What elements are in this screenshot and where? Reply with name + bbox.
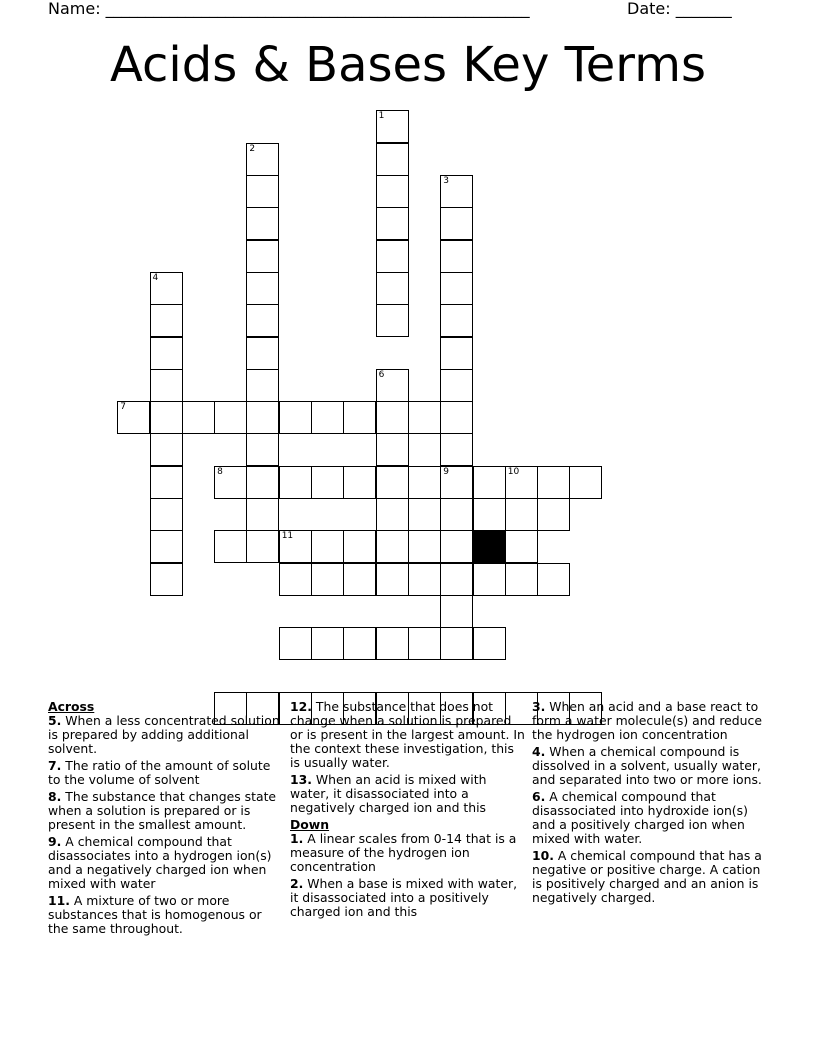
clue-number: 8.	[48, 789, 62, 804]
answer-cell[interactable]	[376, 175, 409, 208]
answer-cell[interactable]	[408, 563, 441, 596]
clue-across-9	[48, 835, 283, 891]
answer-cell[interactable]	[537, 466, 570, 499]
answer-cell[interactable]	[311, 627, 344, 660]
answer-cell[interactable]	[246, 207, 279, 240]
answer-cell[interactable]	[408, 466, 441, 499]
answer-cell[interactable]	[150, 369, 183, 402]
answer-cell[interactable]	[150, 304, 183, 337]
answer-cell[interactable]	[537, 563, 570, 596]
cell-number: 4	[152, 272, 159, 283]
clue-text: A chemical compound that disassociates into a hydrogen ion(s) and a negatively charged ion when mixed with water	[48, 834, 272, 891]
answer-cell[interactable]	[505, 466, 538, 499]
answer-cell[interactable]	[343, 563, 376, 596]
answer-cell[interactable]	[376, 240, 409, 273]
across-heading: Across	[48, 699, 95, 714]
answer-cell[interactable]	[376, 530, 409, 563]
answer-cell[interactable]	[214, 401, 247, 434]
answer-cell[interactable]	[150, 466, 183, 499]
answer-cell[interactable]	[376, 627, 409, 660]
answer-cell[interactable]	[117, 401, 150, 434]
cell-number: 6	[378, 369, 385, 380]
clues-column-3	[532, 700, 767, 908]
answer-cell[interactable]	[246, 369, 279, 402]
clue-down-6	[532, 790, 767, 846]
answer-cell[interactable]	[473, 466, 506, 499]
answer-cell[interactable]	[246, 240, 279, 273]
clue-text: The substance that changes state when a solution is prepared or is present in the smallest amount.	[48, 789, 277, 832]
clues-column-1	[48, 700, 283, 939]
clue-down-10	[532, 849, 767, 905]
clue-number: 10.	[532, 848, 554, 863]
answer-cell[interactable]	[246, 337, 279, 370]
clue-across-13	[290, 773, 525, 815]
page-title: Acids & Bases Key Terms	[110, 37, 706, 93]
clue-number: 7.	[48, 758, 62, 773]
answer-cell[interactable]	[376, 401, 409, 434]
clue-across-8	[48, 790, 283, 832]
answer-cell[interactable]	[440, 498, 473, 531]
answer-cell[interactable]	[440, 240, 473, 273]
answer-cell[interactable]	[537, 498, 570, 531]
clue-across-5	[48, 714, 283, 756]
answer-cell[interactable]	[279, 466, 312, 499]
answer-cell[interactable]	[246, 304, 279, 337]
answer-cell[interactable]	[150, 337, 183, 370]
answer-cell[interactable]	[246, 143, 279, 176]
answer-cell[interactable]	[311, 530, 344, 563]
answer-cell[interactable]	[311, 466, 344, 499]
clue-number: 6.	[532, 789, 546, 804]
clues-column-2	[290, 700, 525, 922]
answer-cell[interactable]	[505, 563, 538, 596]
answer-cell[interactable]	[408, 627, 441, 660]
answer-cell[interactable]	[376, 466, 409, 499]
answer-cell[interactable]	[440, 337, 473, 370]
answer-cell[interactable]	[376, 272, 409, 305]
answer-cell[interactable]	[440, 401, 473, 434]
down-heading: Down	[290, 817, 330, 832]
clue-number: 12.	[290, 699, 312, 714]
clue-text: When an acid and a base react to form a water molecule(s) and reduce the hydrogen ion concentration	[532, 699, 762, 742]
answer-cell[interactable]	[279, 627, 312, 660]
answer-cell[interactable]	[569, 466, 602, 499]
cell-number: 8	[217, 466, 223, 477]
answer-cell[interactable]	[473, 563, 506, 596]
clue-down-4	[532, 745, 767, 787]
cell-number: 9	[443, 466, 449, 477]
clue-text: When a chemical compound is dissolved in a solvent, usually water, and separated into two or more ions.	[532, 744, 762, 787]
answer-cell[interactable]	[246, 466, 279, 499]
cell-number: 7	[120, 402, 126, 413]
date-field-label: Date: _______	[627, 0, 732, 18]
answer-cell[interactable]	[376, 498, 409, 531]
answer-cell[interactable]	[150, 530, 183, 563]
cell-number: 10	[507, 466, 520, 477]
answer-cell[interactable]	[279, 563, 312, 596]
answer-cell[interactable]	[376, 433, 409, 466]
answer-cell[interactable]	[376, 110, 409, 143]
clue-across-11	[48, 894, 283, 936]
clue-number: 13.	[290, 772, 312, 787]
answer-cell[interactable]	[440, 304, 473, 337]
answer-cell[interactable]	[246, 498, 279, 531]
answer-cell[interactable]	[150, 433, 183, 466]
answer-cell[interactable]	[473, 498, 506, 531]
clue-text: When an acid is mixed with water, it disassociated into a negatively charged ion and this	[290, 772, 487, 815]
clue-number: 2.	[290, 876, 304, 891]
answer-cell[interactable]	[440, 627, 473, 660]
clue-across-7	[48, 759, 283, 787]
answer-cell[interactable]	[311, 563, 344, 596]
answer-cell[interactable]	[408, 401, 441, 434]
answer-cell[interactable]	[279, 530, 312, 563]
answer-cell[interactable]	[343, 627, 376, 660]
answer-cell[interactable]	[408, 530, 441, 563]
answer-cell[interactable]	[440, 207, 473, 240]
answer-cell[interactable]	[505, 530, 538, 563]
answer-cell[interactable]	[376, 207, 409, 240]
clue-number: 1.	[290, 831, 304, 846]
answer-cell[interactable]	[214, 466, 247, 499]
answer-cell[interactable]	[440, 595, 473, 628]
answer-cell[interactable]	[440, 530, 473, 563]
cell-number: 3	[443, 176, 449, 186]
clue-text: A linear scales from 0-14 that is a measure of the hydrogen ion concentration	[290, 831, 517, 874]
answer-cell[interactable]	[376, 563, 409, 596]
clue-number: 5.	[48, 713, 62, 728]
cell-number: 2	[249, 143, 256, 154]
clue-number: 3.	[532, 699, 546, 714]
clue-text: When a less concentrated solution is prepared by adding additional solvent.	[48, 713, 280, 756]
clue-across-12	[290, 700, 525, 770]
answer-cell[interactable]	[311, 401, 344, 434]
answer-cell[interactable]	[440, 563, 473, 596]
answer-cell[interactable]	[440, 433, 473, 466]
clue-number: 11.	[48, 893, 70, 908]
cell-number: 11	[281, 531, 294, 542]
answer-cell[interactable]	[376, 304, 409, 337]
clue-text: The substance that does not change when a solution is prepared or is present in the largest amount. In the context these investigation, this is usually water.	[290, 699, 525, 770]
answer-cell[interactable]	[440, 272, 473, 305]
answer-cell[interactable]	[246, 401, 279, 434]
answer-cell[interactable]	[440, 369, 473, 402]
clue-text: When a base is mixed with water, it disassociated into a positively charged ion and this	[290, 876, 518, 919]
clue-number: 9.	[48, 834, 62, 849]
clue-down-2	[290, 877, 525, 919]
answer-cell[interactable]	[182, 401, 215, 434]
answer-cell[interactable]	[505, 498, 538, 531]
answer-cell[interactable]	[343, 466, 376, 499]
clue-text: A chemical compound that disassociated into hydroxide ion(s) and a positively charged ion when mixed with water.	[532, 789, 748, 846]
answer-cell[interactable]	[473, 627, 506, 660]
clue-text: A mixture of two or more substances that is homogenous or the same throughout.	[48, 893, 262, 936]
name-field-label: Name: _____________________________________________________	[48, 0, 530, 18]
answer-cell[interactable]	[150, 563, 183, 596]
blocked-cell	[473, 530, 506, 563]
answer-cell[interactable]	[150, 498, 183, 531]
answer-cell[interactable]	[343, 401, 376, 434]
answer-cell[interactable]	[343, 530, 376, 563]
answer-cell[interactable]	[440, 175, 473, 208]
clue-down-1	[290, 832, 525, 874]
answer-cell[interactable]	[246, 433, 279, 466]
clue-number: 4.	[532, 744, 546, 759]
answer-cell[interactable]	[150, 272, 183, 305]
cell-number: 1	[378, 111, 385, 122]
clue-down-3	[532, 700, 767, 742]
answer-cell[interactable]	[150, 401, 183, 434]
answer-cell[interactable]	[376, 369, 409, 402]
answer-cell[interactable]	[440, 466, 473, 499]
answer-cell[interactable]	[246, 530, 279, 563]
answer-cell[interactable]	[376, 143, 409, 176]
clue-text: The ratio of the amount of solute to the volume of solvent	[48, 758, 271, 787]
answer-cell[interactable]	[279, 401, 312, 434]
answer-cell[interactable]	[246, 175, 279, 208]
clue-text: A chemical compound that has a negative or positive charge. A cation is positively charged and an anion is negatively charged.	[532, 848, 762, 905]
answer-cell[interactable]	[214, 530, 247, 563]
answer-cell[interactable]	[246, 272, 279, 305]
